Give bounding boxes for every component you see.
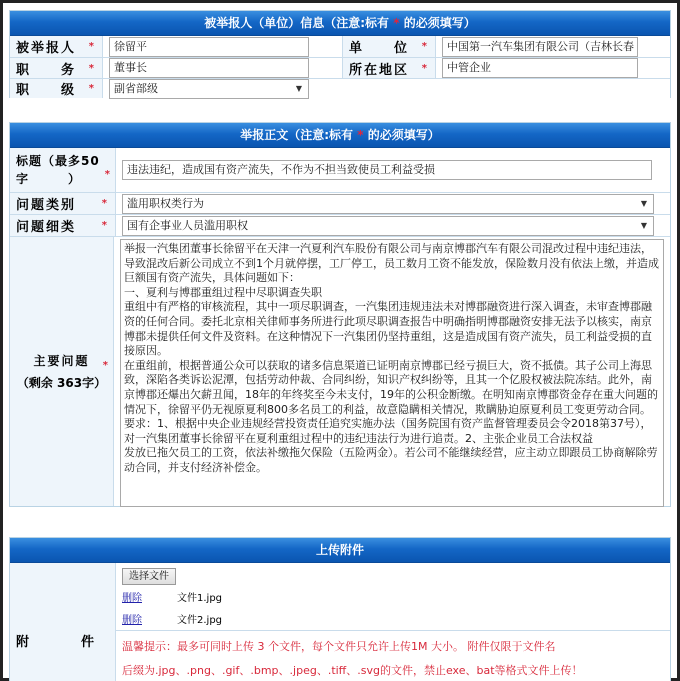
rank-select[interactable]: 副省部级 ▼ bbox=[109, 79, 309, 99]
report-body-panel bbox=[9, 122, 671, 507]
choose-file-button[interactable]: 选择文件 bbox=[122, 568, 176, 585]
main-issue-textarea[interactable] bbox=[120, 239, 664, 507]
category-select[interactable]: 滥用职权类行为 ▼ bbox=[122, 194, 654, 214]
rank-label: 职 级 * bbox=[10, 79, 103, 98]
unit-input[interactable]: 中国第一汽车集团有限公司（吉林长春 bbox=[442, 37, 638, 57]
subcategory-select[interactable]: 国有企事业人员滥用职权 ▼ bbox=[122, 216, 654, 236]
reported-info-panel bbox=[9, 10, 671, 98]
position-label: 职 务 * bbox=[10, 58, 103, 78]
name-label: 被举报人 * bbox=[10, 36, 103, 57]
upload-tip: 温馨提示：最多可同时上传 3 个文件，每个文件只允许上传1M 大小。 附件仅限于文件名 后缀为.jpg、.png、.gif、.bmp、.jpeg、.tiff、.svg的文件，禁止exe、bat等格式文件上传！ bbox=[122, 640, 583, 677]
region-input[interactable]: 中管企业 bbox=[442, 58, 638, 78]
file-name: 文件1.jpg bbox=[177, 592, 223, 604]
file-name: 文件2.jpg bbox=[177, 614, 223, 626]
title-label: 标题（最多50 字 ） * bbox=[10, 148, 116, 192]
name-input[interactable]: 徐留平 bbox=[109, 37, 309, 57]
required-star-icon: * bbox=[393, 16, 400, 30]
dropdown-arrow-icon: ▼ bbox=[640, 198, 647, 208]
reported-info-header: 被举报人（单位）信息（注意:标有 * 的必须填写） bbox=[10, 11, 670, 36]
remaining-count: （剩余 363字） bbox=[16, 375, 107, 390]
row-attachments bbox=[10, 563, 670, 681]
required-star-icon: * bbox=[421, 41, 429, 52]
subcategory-label: 问题细类 * bbox=[10, 215, 116, 236]
region-label: 所在地区 * bbox=[342, 58, 436, 78]
required-star-icon: * bbox=[101, 198, 109, 209]
row-rank bbox=[10, 78, 670, 98]
dropdown-arrow-icon: ▼ bbox=[295, 83, 302, 93]
report-body-header: 举报正文（注意:标有 * 的必须填写） bbox=[10, 123, 670, 148]
row-subcategory bbox=[10, 214, 670, 236]
required-star-icon: * bbox=[88, 41, 96, 52]
required-star-icon: * bbox=[357, 128, 364, 142]
category-label: 问题类别 * bbox=[10, 193, 116, 214]
required-star-icon: * bbox=[104, 169, 111, 180]
file-item bbox=[122, 585, 664, 607]
unit-label: 单 位 * bbox=[342, 36, 436, 57]
main-issue-label: 主要问题 （剩余 363字） * bbox=[10, 237, 114, 506]
row-category bbox=[10, 192, 670, 214]
attachments-header: 上传附件 bbox=[10, 538, 670, 563]
required-star-icon: * bbox=[88, 62, 96, 74]
required-star-icon: * bbox=[421, 62, 429, 74]
title-input[interactable]: 违法违纪，造成国有资产流失，不作为不担当致使员工利益受损 bbox=[122, 160, 652, 180]
row-main-issue bbox=[10, 236, 670, 506]
dropdown-arrow-icon: ▼ bbox=[640, 220, 647, 230]
position-input[interactable]: 董事长 bbox=[109, 58, 309, 78]
required-star-icon: * bbox=[102, 360, 110, 371]
row-position-region bbox=[10, 57, 670, 78]
row-name-unit bbox=[10, 36, 670, 57]
required-star-icon: * bbox=[88, 83, 96, 94]
attachments-label: 附 件 bbox=[10, 563, 116, 681]
attachments-panel bbox=[9, 537, 671, 681]
delete-file-link[interactable]: 删除 bbox=[122, 614, 142, 626]
required-star-icon: * bbox=[101, 220, 109, 231]
delete-file-link[interactable]: 删除 bbox=[122, 592, 142, 604]
file-item bbox=[122, 607, 664, 629]
row-title bbox=[10, 148, 670, 192]
